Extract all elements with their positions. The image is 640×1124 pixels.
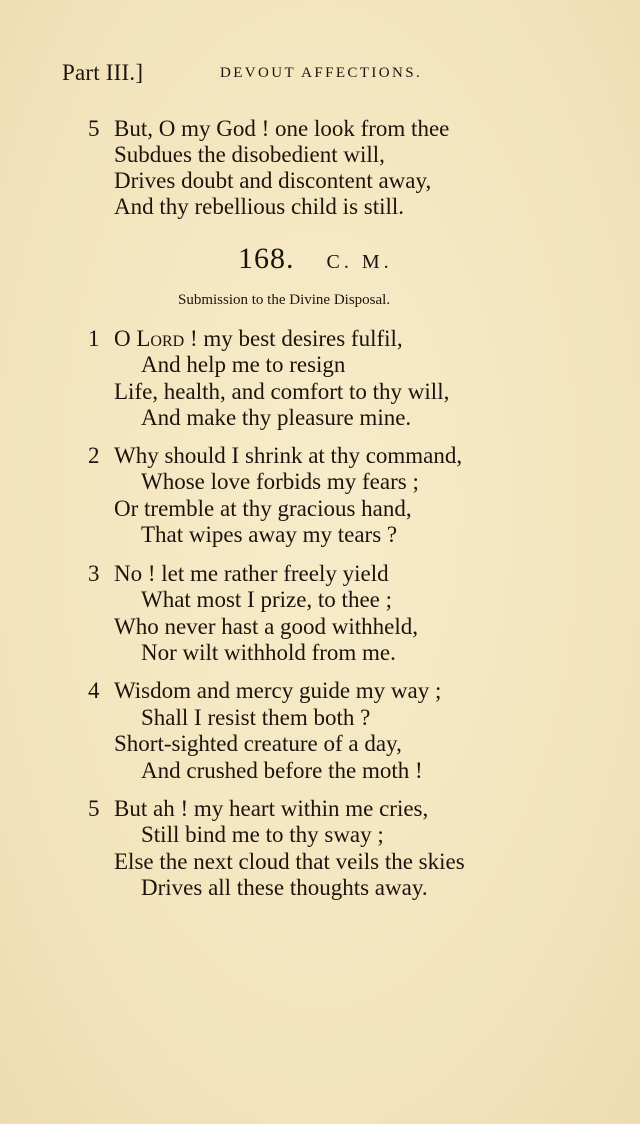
- stanza-number: 3: [88, 561, 100, 586]
- verse-line: Nor wilt withhold from me.: [141, 640, 396, 665]
- verse-line: Drives doubt and discontent away,: [114, 168, 432, 193]
- hymn-heading: [238, 242, 393, 276]
- verse-line: And make thy pleasure mine.: [141, 405, 412, 430]
- verse-line: Why should I shrink at thy command,: [114, 443, 463, 468]
- verse-line: But ah ! my heart within me cries,: [114, 796, 429, 821]
- verse-line: Subdues the disobedient will,: [114, 142, 385, 167]
- stanza-number: 2: [88, 443, 100, 468]
- stanza-number: 5: [88, 116, 100, 141]
- verse-line: What most I prize, to thee ;: [141, 587, 393, 612]
- verse-line: And thy rebellious child is still.: [114, 194, 405, 219]
- verse-line: Life, health, and comfort to thy will,: [114, 379, 450, 404]
- part-label: Part III.]: [62, 60, 144, 85]
- verse-line: That wipes away my tears ?: [141, 522, 398, 547]
- stanza-number: 4: [88, 678, 100, 703]
- verse-line: And help me to resign: [141, 352, 346, 377]
- stanza-number: 5: [88, 796, 100, 821]
- verse-line: O Lord ! my best desires fulfil,: [114, 326, 403, 351]
- verse-line: Whose love forbids my fears ;: [141, 469, 419, 494]
- hymn-number: 168.: [238, 242, 295, 275]
- verse-line: Else the next cloud that veils the skies: [114, 849, 465, 874]
- hymn-subtitle: Submission to the Divine Disposal.: [178, 292, 391, 308]
- verse-line: But, O my God ! one look from thee: [114, 116, 450, 141]
- hymn-meter: C. M.: [326, 251, 393, 273]
- running-head: [62, 60, 462, 90]
- verse-line: Still bind me to thy sway ;: [141, 822, 384, 847]
- verse-line: And crushed before the moth !: [141, 758, 423, 783]
- verse-line: Or tremble at thy gracious hand,: [114, 496, 412, 521]
- verse-line: No ! let me rather freely yield: [114, 561, 389, 586]
- verse-line: Wisdom and mercy guide my way ;: [114, 678, 442, 703]
- verse-line: Who never hast a good withheld,: [114, 614, 419, 639]
- verse-line: Shall I resist them both ?: [141, 705, 371, 730]
- stanza-number: 1: [88, 326, 100, 351]
- verse-line: Drives all these thoughts away.: [141, 875, 428, 900]
- running-title: DEVOUT AFFECTIONS.: [220, 65, 423, 81]
- verse-line: Short-sighted creature of a day,: [114, 731, 402, 756]
